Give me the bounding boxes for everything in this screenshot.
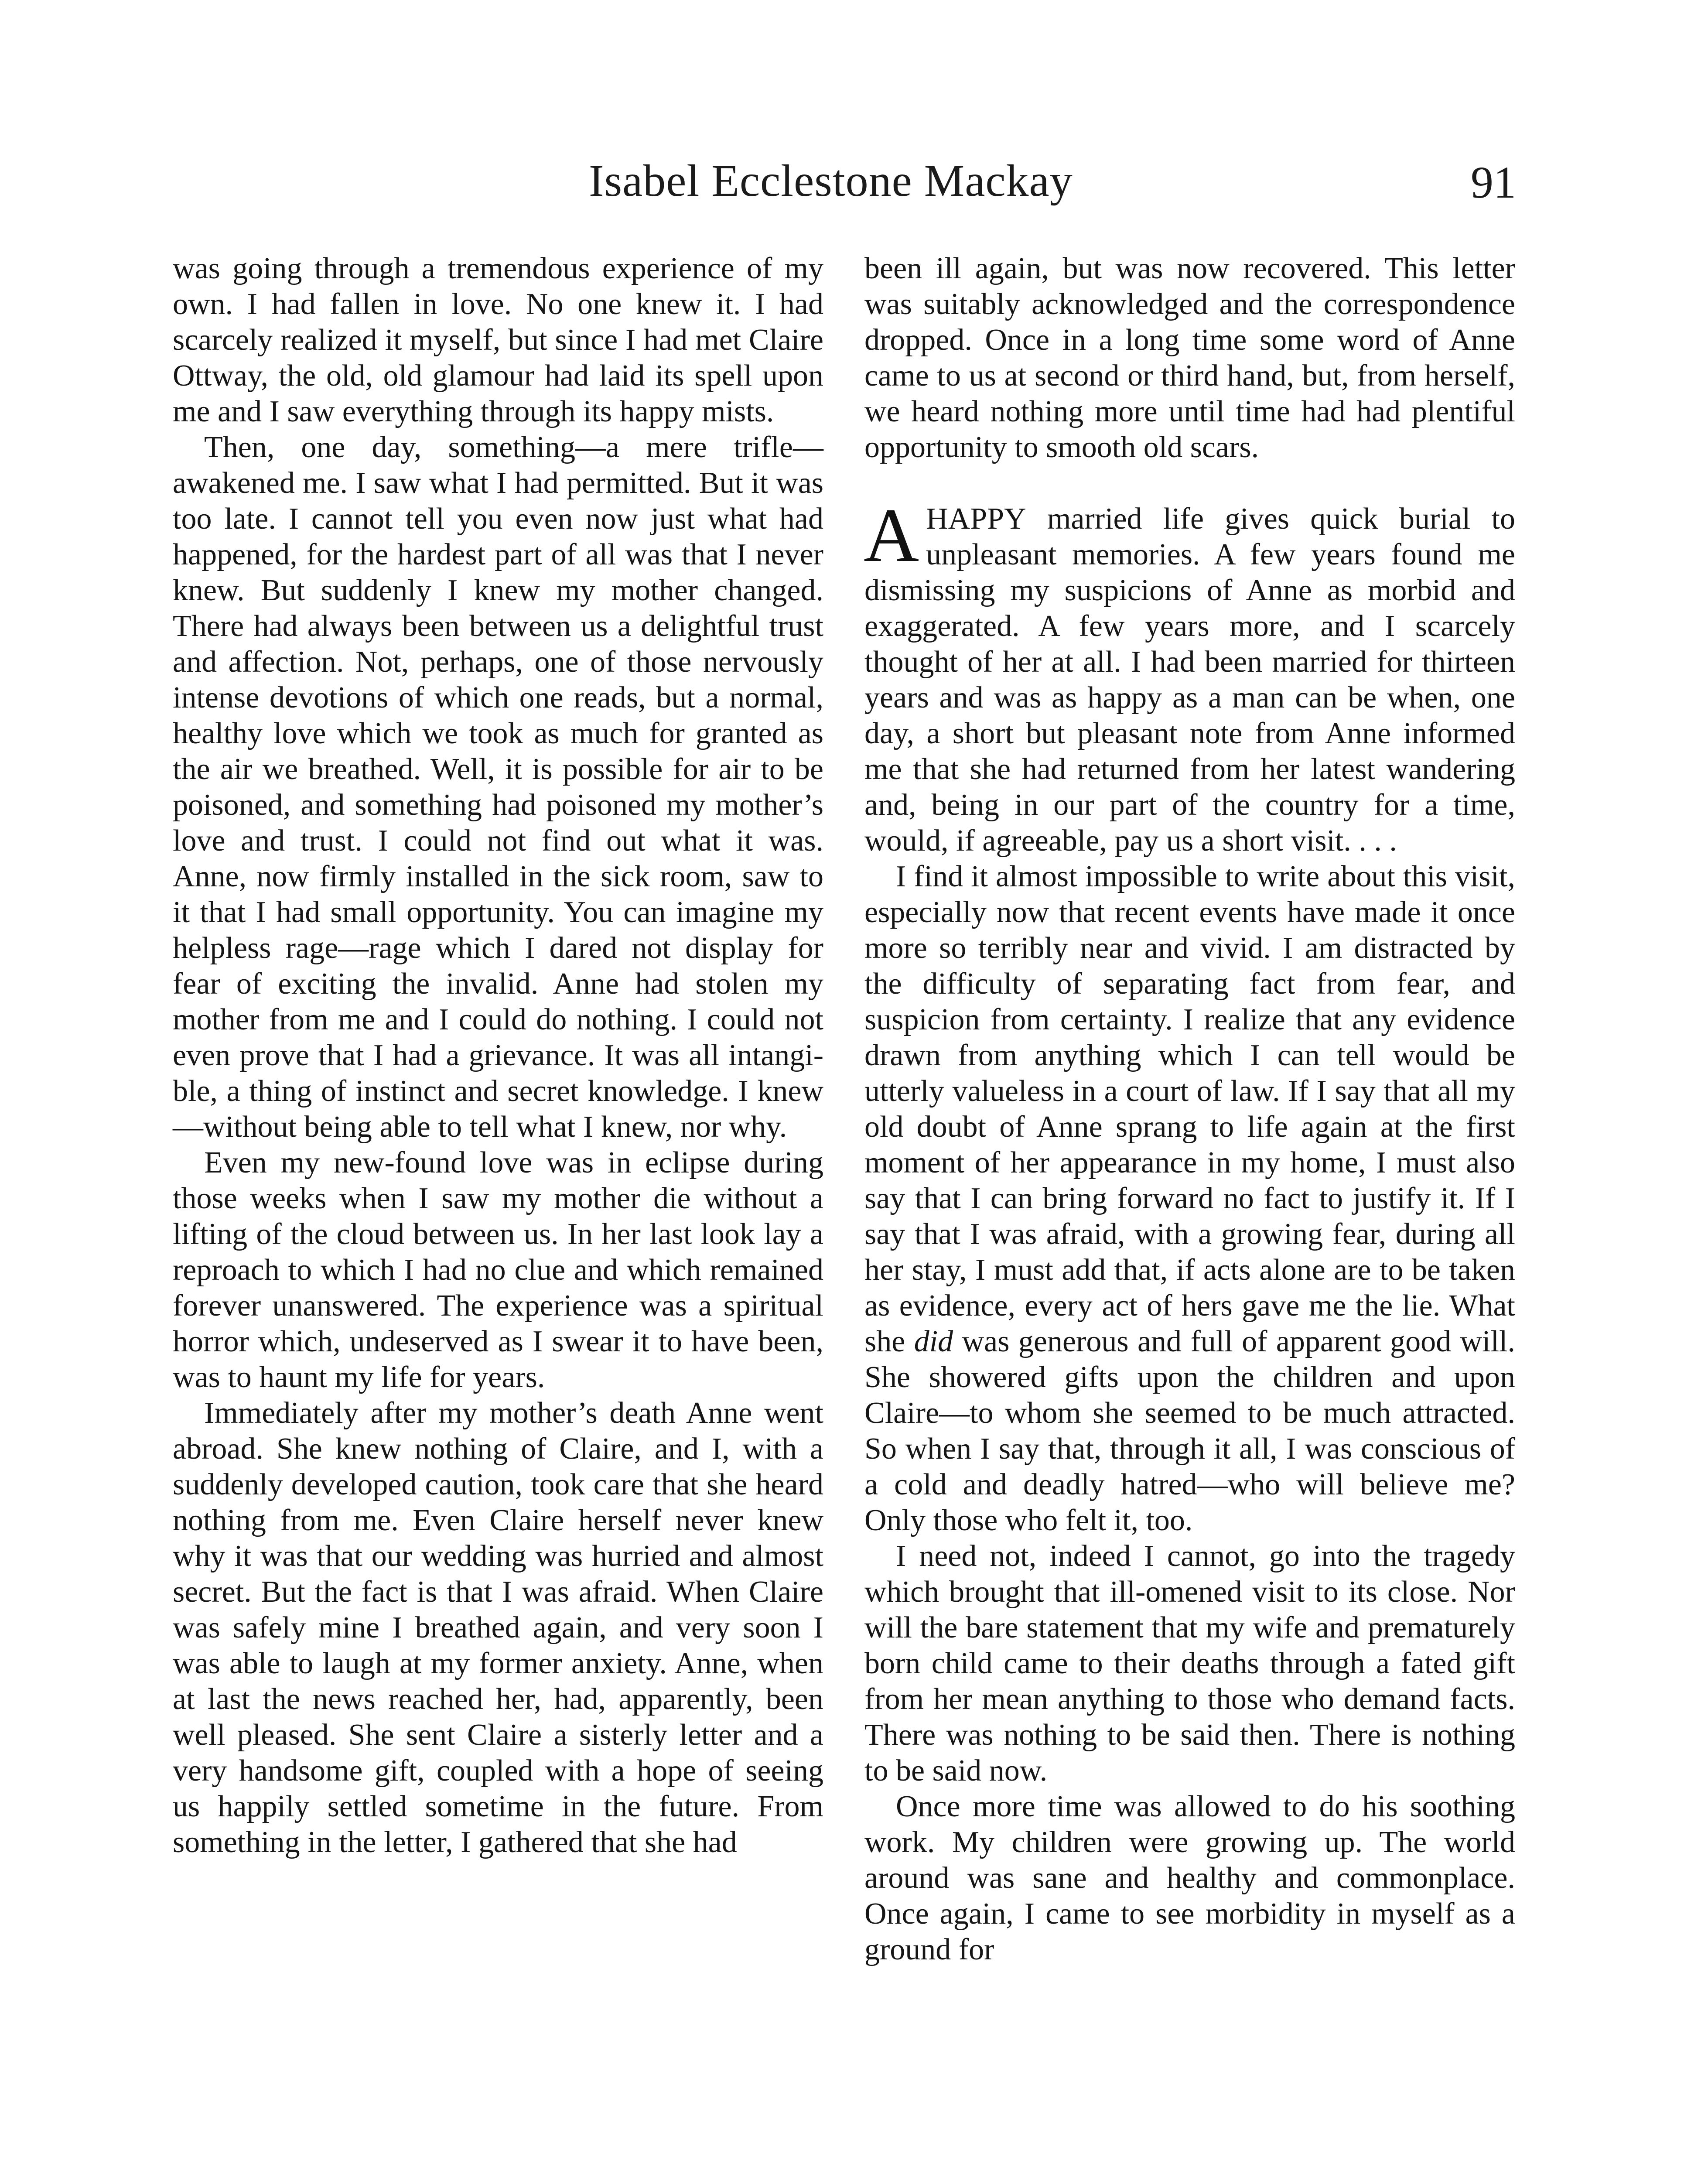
page-number: 91 xyxy=(1471,157,1516,208)
paragraph: Once more time was allowed to do his soothing work. My children were growing up. The world around was sane and healthy and commonplace. Once again, I came to see morbidity in myself as a ground for xyxy=(864,1790,1515,1966)
page-title: Isabel Ecclestone Mackay xyxy=(589,156,1073,206)
drop-cap: A xyxy=(864,493,919,578)
paragraph-text: married life gives quick burial to unpleasant memories. A few years found me dismissing my suspicions of Anne as morbid and exaggerated. A few years more, and I scarcely thought of her at all. I had been married for thirteen years and was as happy as a man can be when, one day, a short but pleasant note from Anne informed me that she had returned from her latest wandering and, being in our part of the country for a time, would, if agreeable, pay us a short visit. . . . xyxy=(864,502,1515,858)
paragraph: been ill again, but was now recovered. This letter was suitably acknowledged and the correspondence dropped. Once in a long time some word of Anne came to us at second or third hand, but, from herself, we heard nothing more until time had had plentiful opportunity to smooth old scars. xyxy=(864,252,1515,464)
paragraph: was going through a tremendous experience of my own. I had fallen in love. No one knew it. I had scarcely realized it myself, but since I had met Claire Ottway, the old, old glamour had laid its spell upon me and I saw everything through its happy mists. xyxy=(173,252,823,428)
paragraph: Immediately after my mother’s death Anne went abroad. She knew nothing of Claire, and I, with a suddenly developed caution, took care that she heard nothing from me. Even Claire herself never knew why it was that our wedding was hurried and almost secret. But the fact is that I was afraid. When Claire was safely mine I breathed again, and very soon I was able to laugh at my former anxiety. Anne, when at last the news reached her, had, apparently, been well pleased. She sent Claire a sisterly letter and a very handsome gift, coupled with a hope of seeing us happily settled sometime in the future. From something in the letter, I gathered that she had xyxy=(173,1396,823,1859)
right-column xyxy=(864,251,1515,1968)
emphasized-word: did xyxy=(914,1325,953,1358)
paragraph: I need not, indeed I cannot, go into the tragedy which brought that ill-omened visit to its close. Nor will the bare statement that my wife and prematurely born child came to their deaths through a fated gift from her mean anything to those who demand facts. There was nothing to be said then. There is nothing to be said now. xyxy=(864,1539,1515,1788)
lead-in-word: HAPPY xyxy=(926,502,1026,536)
paragraph xyxy=(864,859,1515,1538)
paragraph: Even my new-found love was in eclipse during those weeks when I saw my mother die without a lifting of the cloud between us. In her last look lay a reproach to which I had no clue and which remained forever unanswered. The experience was a spiritual horror which, undeserved as I swear it to have been, was to haunt my life for years. xyxy=(173,1146,823,1394)
running-head xyxy=(0,153,1708,218)
section-opening-paragraph xyxy=(864,493,1515,859)
paragraph-text: was generous and full of apparent good will. She showered gifts upon the children and upon Claire—to whom she seemed to be much attracted. So when I say that, through it all, I was conscious of a cold and deadly hatred—who will believe me? Only those who felt it, too. xyxy=(864,1325,1515,1537)
paragraph: Then, one day, something—a mere trifle—awakened me. I saw what I had permitted. But it was too late. I cannot tell you even now just what had happened, for the hardest part of all was that I never knew. But suddenly I knew my mother changed. There had always been between us a delightful trust and affection. Not, perhaps, one of those nervously intense devotions of which one reads, but a normal, healthy love which we took as much for granted as the air we breathed. Well, it is possible for air to be poisoned, and something had poisoned my mother’s love and trust. I could not find out what it was. Anne, now firmly installed in the sick room, saw to it that I had small opportunity. You can imagine my helpless rage—rage which I dared not display for fear of exciting the invalid. Anne had stolen my mother from me and I could do nothing. I could not even prove that I had a grievance. It was all intangible, a thing of instinct and secret knowledge. I knew—without being able to tell what I knew, nor why. xyxy=(173,431,823,1144)
left-column xyxy=(173,251,823,1860)
paragraph-text: I find it almost impossible to write about this visit, especially now that recent events have made it once more so terribly near and vivid. I am distracted by the difficulty of separating fact from fear, and suspicion from certainty. I realize that any evidence drawn from anything which I can tell would be utterly valueless in a court of law. If I say that all my old doubt of Anne sprang to life again at the first moment of her appearance in my home, I must also say that I can bring forward no fact to justify it. If I say that I was afraid, with a growing fear, during all her stay, I must add that, if acts alone are to be taken as evidence, every act of hers gave me the lie. What she xyxy=(864,860,1515,1358)
